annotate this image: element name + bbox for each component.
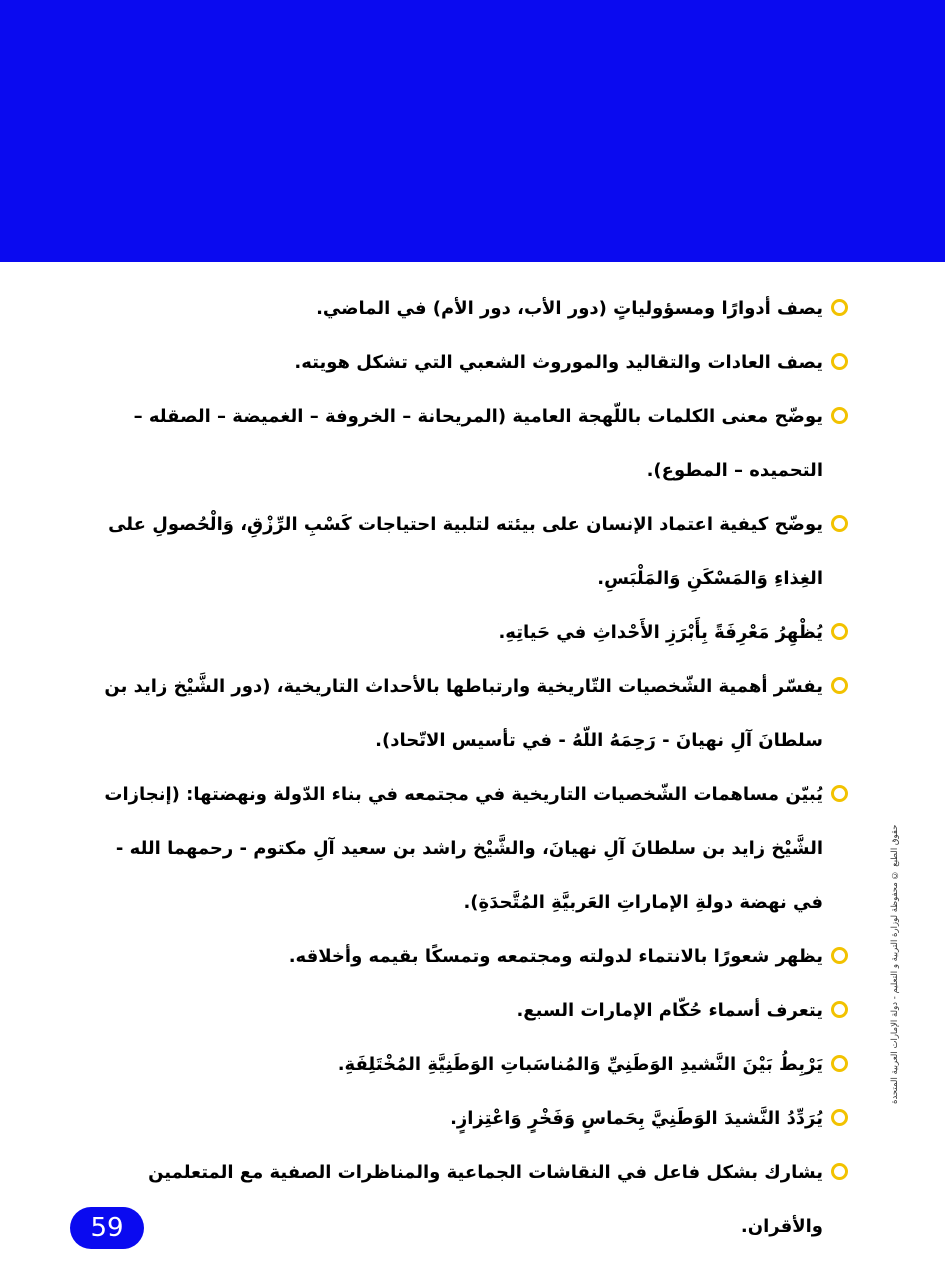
bullet-ring-icon bbox=[831, 677, 848, 694]
outcome-text: يتعرف أسماء حُكّام الإمارات السبع. bbox=[516, 1000, 823, 1021]
bullet-ring-icon bbox=[831, 623, 848, 640]
bullet-ring-icon bbox=[831, 1109, 848, 1126]
list-item bbox=[103, 1092, 823, 1146]
outcome-text: يفسّر أهمية الشّخصيات التّاريخية وارتباطها بالأحداث التاريخية، (دور الشَّيْخ زايد بن سلطانَ آلِ نهيانَ - رَحِمَهُ اللّهُ - في تأسيس الاتّحاد). bbox=[104, 676, 823, 751]
bullet-ring-icon bbox=[831, 299, 848, 316]
bullet-ring-icon bbox=[831, 1055, 848, 1072]
bullet-ring-icon bbox=[831, 785, 848, 802]
list-item bbox=[103, 606, 823, 660]
list-item bbox=[103, 282, 823, 336]
bullet-ring-icon bbox=[831, 407, 848, 424]
outcome-text: يصف العادات والتقاليد والموروث الشعبي التي تشكل هويته. bbox=[294, 352, 823, 373]
outcome-text: يشارك بشكل فاعل في النقاشات الجماعية والمناظرات الصفية مع المتعلمين والأقران. bbox=[148, 1162, 823, 1237]
outcome-text: يُبيّن مساهمات الشّخصيات التاريخية في مجتمعه في بناء الدّولة ونهضتها: (إنجازات الشَّيْخ زايد بن سلطانَ آلِ نهيانَ، والشَّيْخ راشد بن سعيد آلِ مكتوم - رحمهما الله - في نهضة دولةِ الإماراتِ العَربيَّةِ المُتَّحدَةِ). bbox=[104, 784, 823, 913]
list-item bbox=[103, 498, 823, 606]
list-item bbox=[103, 768, 823, 930]
bullet-ring-icon bbox=[831, 947, 848, 964]
top-banner bbox=[0, 0, 945, 262]
bullet-ring-icon bbox=[831, 515, 848, 532]
learning-outcomes-list bbox=[103, 282, 823, 1254]
list-item bbox=[103, 390, 823, 498]
page-number: 59 bbox=[90, 1213, 124, 1243]
list-item bbox=[103, 984, 823, 1038]
copyright-note: حقوق الطبع © محفوظة لوزارة التربية و التعليم - دولة الإمارات العربية المتحدة bbox=[890, 825, 900, 1105]
list-item bbox=[103, 930, 823, 984]
outcome-text: يُظْهِرُ مَعْرِفَةً بِأَبْرَزِ الأَحْداثِ في حَياتِهِ. bbox=[498, 622, 823, 643]
outcome-text: يُرَدِّدُ النَّشيدَ الوَطَنِيَّ بِحَماسٍ وَفَخْرٍ وَاعْتِزازٍ. bbox=[450, 1108, 823, 1129]
list-item bbox=[103, 1146, 823, 1254]
outcome-text: يظهر شعورًا بالانتماء لدولته ومجتمعه وتمسكًا بقيمه وأخلاقه. bbox=[288, 946, 823, 967]
outcome-text: يَرْبِطُ بَيْنَ النَّشيدِ الوَطَنِيِّ وَالمُناسَباتِ الوَطَنِيَّةِ المُخْتَلِفَةِ. bbox=[337, 1054, 823, 1075]
bullet-ring-icon bbox=[831, 1163, 848, 1180]
outcome-text: يوضّح كيفية اعتماد الإنسان على بيئته لتلبية احتياجات كَسْبِ الرِّزْقِ، وَالْحُصولِ على الغِذاءِ وَالمَسْكَنِ وَالمَلْبَسِ. bbox=[108, 514, 823, 589]
bullet-ring-icon bbox=[831, 353, 848, 370]
outcome-text: يصف أدوارًا ومسؤولياتٍ (دور الأب، دور الأم) في الماضي. bbox=[316, 298, 823, 319]
bullet-ring-icon bbox=[831, 1001, 848, 1018]
list-item bbox=[103, 1038, 823, 1092]
list-item bbox=[103, 336, 823, 390]
outcome-text: يوضّح معنى الكلمات باللّهجة العامية (المريحانة – الخروفة – الغميضة – الصقله – التحميده – المطوع). bbox=[133, 406, 823, 481]
list-item bbox=[103, 660, 823, 768]
page-number-badge bbox=[70, 1207, 144, 1249]
